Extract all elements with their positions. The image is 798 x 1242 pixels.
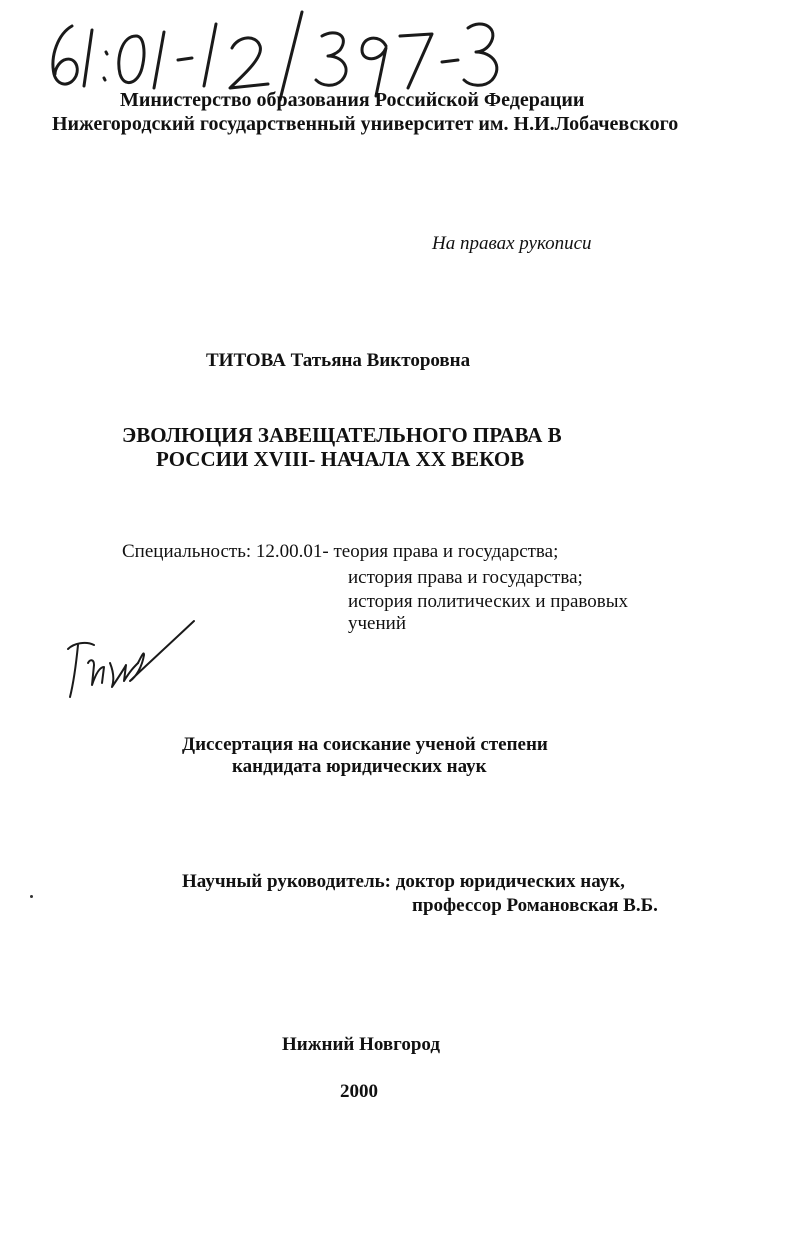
- university-line: Нижегородский государственный университет им. Н.И.Лобачевского: [52, 113, 679, 135]
- specialty-line1: Специальность: 12.00.01- теория права и государства;: [122, 541, 559, 562]
- dissertation-line2: кандидата юридических наук: [232, 756, 487, 777]
- specialty-line2: история права и государства;: [348, 567, 583, 588]
- scan-speck: [30, 895, 33, 898]
- specialty-line4: учений: [348, 613, 406, 634]
- specialty-line3: история политических и правовых: [348, 591, 628, 612]
- supervisor-line1: Научный руководитель: доктор юридических наук,: [182, 871, 625, 892]
- thesis-title-line2: РОССИИ XVIII- НАЧАЛА XX ВЕКОВ: [156, 447, 525, 471]
- dissertation-line1: Диссертация на соискание ученой степени: [182, 734, 548, 755]
- author-name: ТИТОВА Татьяна Викторовна: [206, 350, 471, 371]
- archive-number-handwriting: [40, 8, 510, 98]
- city: Нижний Новгород: [282, 1034, 440, 1055]
- manuscript-note: На правах рукописи: [432, 233, 592, 254]
- ministry-line: Министерство образования Российской Федерации: [120, 89, 585, 111]
- thesis-title-line1: ЭВОЛЮЦИЯ ЗАВЕЩАТЕЛЬНОГО ПРАВА В: [122, 423, 562, 447]
- supervisor-line2: профессор Романовская В.Б.: [412, 895, 658, 916]
- archive-number-text: 61:01-12/397-3: [40, 8, 47, 9]
- signature-handwriting: [64, 615, 199, 705]
- year: 2000: [340, 1081, 378, 1102]
